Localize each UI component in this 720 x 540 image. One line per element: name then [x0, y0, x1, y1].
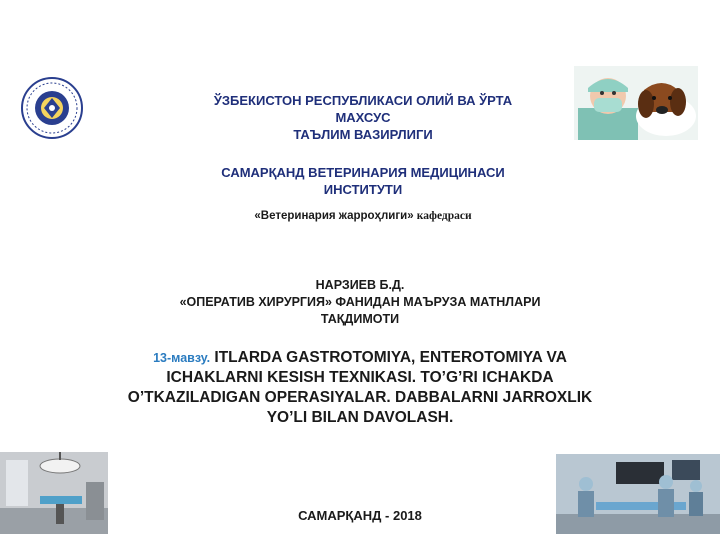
ministry-heading [150, 92, 576, 143]
author-name: НАРЗИЕВ Б.Д. [315, 278, 405, 292]
department-line [150, 210, 576, 222]
ministry-line: ТАЪЛИМ ВАЗИРЛИГИ [293, 127, 433, 142]
surgical-team-photo [556, 454, 720, 534]
topic-line: O’TKAZILADIGAN OPERASIYALAR. DABBALARNI JARROXLIK [127, 389, 593, 406]
topic-label: 13-мавзу. [153, 351, 211, 365]
department-name: «Ветеринария жарроҳлиги» [254, 210, 414, 222]
institute-logo [20, 76, 84, 140]
author-block [100, 277, 620, 328]
city-year: САМАРҚАНД - 2018 [298, 508, 422, 523]
topic-line: ICHAKLARNI KESISH TEXNIKASI. TO’G’RI ICHAKDA [166, 369, 554, 386]
subject-line: «ОПЕРАТИВ ХИРУРГИЯ» ФАНИДАН МАЪРУЗА МАТНЛАРИ [179, 295, 541, 309]
topic-block [60, 348, 660, 428]
ministry-line: МАХСУС [335, 110, 391, 125]
topic-line: YO’LI BILAN DAVOLASH. [266, 409, 454, 426]
institute-heading [150, 164, 576, 198]
subject-line: ТАҚДИМОТИ [320, 312, 400, 326]
department-word: кафедраси [416, 210, 472, 222]
vet-with-dog-photo [574, 66, 698, 140]
institute-line: САМАРҚАНД ВЕТЕРИНАРИЯ МЕДИЦИНАСИ [221, 165, 505, 180]
institute-line: ИНСТИТУТИ [323, 182, 403, 197]
ministry-line: ЎЗБЕКИСТОН РЕСПУБЛИКАСИ ОЛИЙ ВА ЎРТА [213, 93, 513, 108]
topic-line: ITLARDA GASTROTOMIYA, ENTEROTOMIYA VA [214, 349, 567, 366]
operating-room-photo [0, 452, 108, 534]
topic-line-first [60, 348, 660, 368]
